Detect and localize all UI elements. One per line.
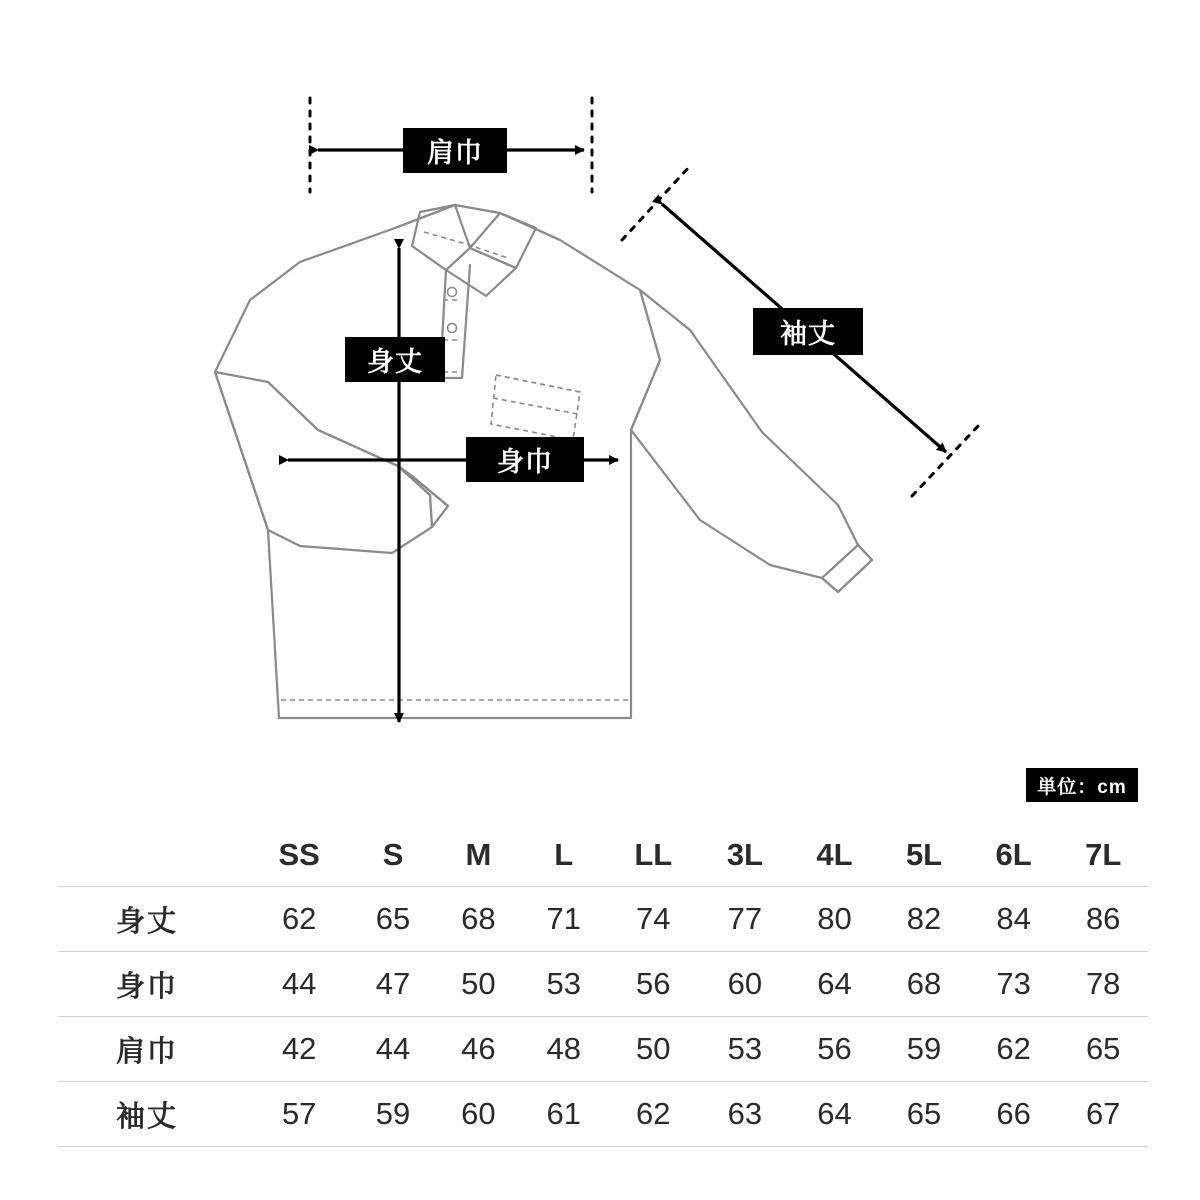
measurement-cell: 60: [727, 966, 763, 1001]
measurement-row-label: 身丈: [116, 905, 179, 938]
size-column-header: 6L: [969, 824, 1059, 887]
measurement-cell: 44: [281, 966, 317, 1001]
table-row: [58, 887, 1148, 952]
measurement-cell: 60: [461, 1096, 496, 1131]
measurement-row-label: 身巾: [116, 970, 179, 1003]
measurement-cell: 42: [281, 1031, 317, 1066]
table-row: [58, 1082, 1148, 1147]
size-column-header: 5L: [879, 824, 969, 887]
unit-badge: 単位：cm: [1026, 768, 1138, 802]
measurement-cell: 80: [817, 901, 852, 936]
measurement-cell: 47: [375, 966, 411, 1001]
corner-cell: [58, 824, 248, 887]
measurement-cell: 59: [375, 1096, 411, 1131]
size-table-body: [58, 887, 1148, 1147]
label-sleeve-length: 袖丈: [753, 308, 863, 355]
measurement-cell: 65: [1085, 1031, 1121, 1066]
measurement-cell: 48: [546, 1031, 581, 1066]
measurement-cell: 50: [461, 966, 496, 1001]
measurement-cell: 56: [636, 966, 671, 1001]
measurement-cell: 62: [281, 901, 317, 936]
measurement-cell: 59: [906, 1031, 942, 1066]
measurement-cell: 57: [281, 1096, 317, 1131]
measurement-cell: 66: [996, 1096, 1031, 1131]
size-column-header: LL: [606, 824, 700, 887]
measurement-cell: 82: [906, 901, 942, 936]
size-table-header: [58, 824, 1148, 887]
measurement-cell: 63: [727, 1096, 763, 1131]
measurement-cell: 64: [817, 966, 852, 1001]
size-column-header: SS: [248, 824, 350, 887]
measurement-cell: 64: [817, 1096, 852, 1131]
measurement-cell: 78: [1085, 966, 1121, 1001]
measurement-cell: 73: [996, 966, 1031, 1001]
size-table: [58, 824, 1148, 1147]
measurement-cell: 67: [1085, 1096, 1121, 1131]
measurement-cell: 65: [375, 901, 411, 936]
measurement-row-label: 肩巾: [116, 1035, 179, 1068]
measurement-cell: 86: [1085, 901, 1121, 936]
measurement-cell: 74: [636, 901, 671, 936]
measurement-cell: 71: [546, 901, 581, 936]
measurement-cell: 62: [636, 1096, 671, 1131]
measurement-cell: 53: [546, 966, 581, 1001]
table-row: [58, 952, 1148, 1017]
measurement-cell: 62: [996, 1031, 1031, 1066]
measurement-cell: 68: [461, 901, 496, 936]
size-column-header: L: [521, 824, 606, 887]
measurement-cell: 44: [375, 1031, 411, 1066]
measurement-cell: 65: [906, 1096, 942, 1131]
size-column-header: 3L: [700, 824, 790, 887]
size-column-header: 7L: [1058, 824, 1148, 887]
table-row: [58, 1017, 1148, 1082]
measurement-cell: 61: [546, 1096, 581, 1131]
label-shoulder-width: 肩巾: [403, 128, 507, 173]
table-header-row: [58, 824, 1148, 887]
measurement-cell: 46: [461, 1031, 496, 1066]
size-column-header: M: [436, 824, 521, 887]
measurement-row-label: 袖丈: [116, 1100, 179, 1133]
measurement-cell: 53: [727, 1031, 763, 1066]
size-column-header: S: [350, 824, 435, 887]
measurement-cell: 68: [906, 966, 942, 1001]
size-column-header: 4L: [790, 824, 880, 887]
measurement-cell: 77: [727, 901, 763, 936]
label-body-width: 身巾: [466, 437, 584, 482]
measurement-cell: 56: [817, 1031, 852, 1066]
measurement-cell: 50: [636, 1031, 671, 1066]
label-body-length: 身丈: [345, 337, 445, 382]
measurement-cell: 84: [996, 901, 1031, 936]
